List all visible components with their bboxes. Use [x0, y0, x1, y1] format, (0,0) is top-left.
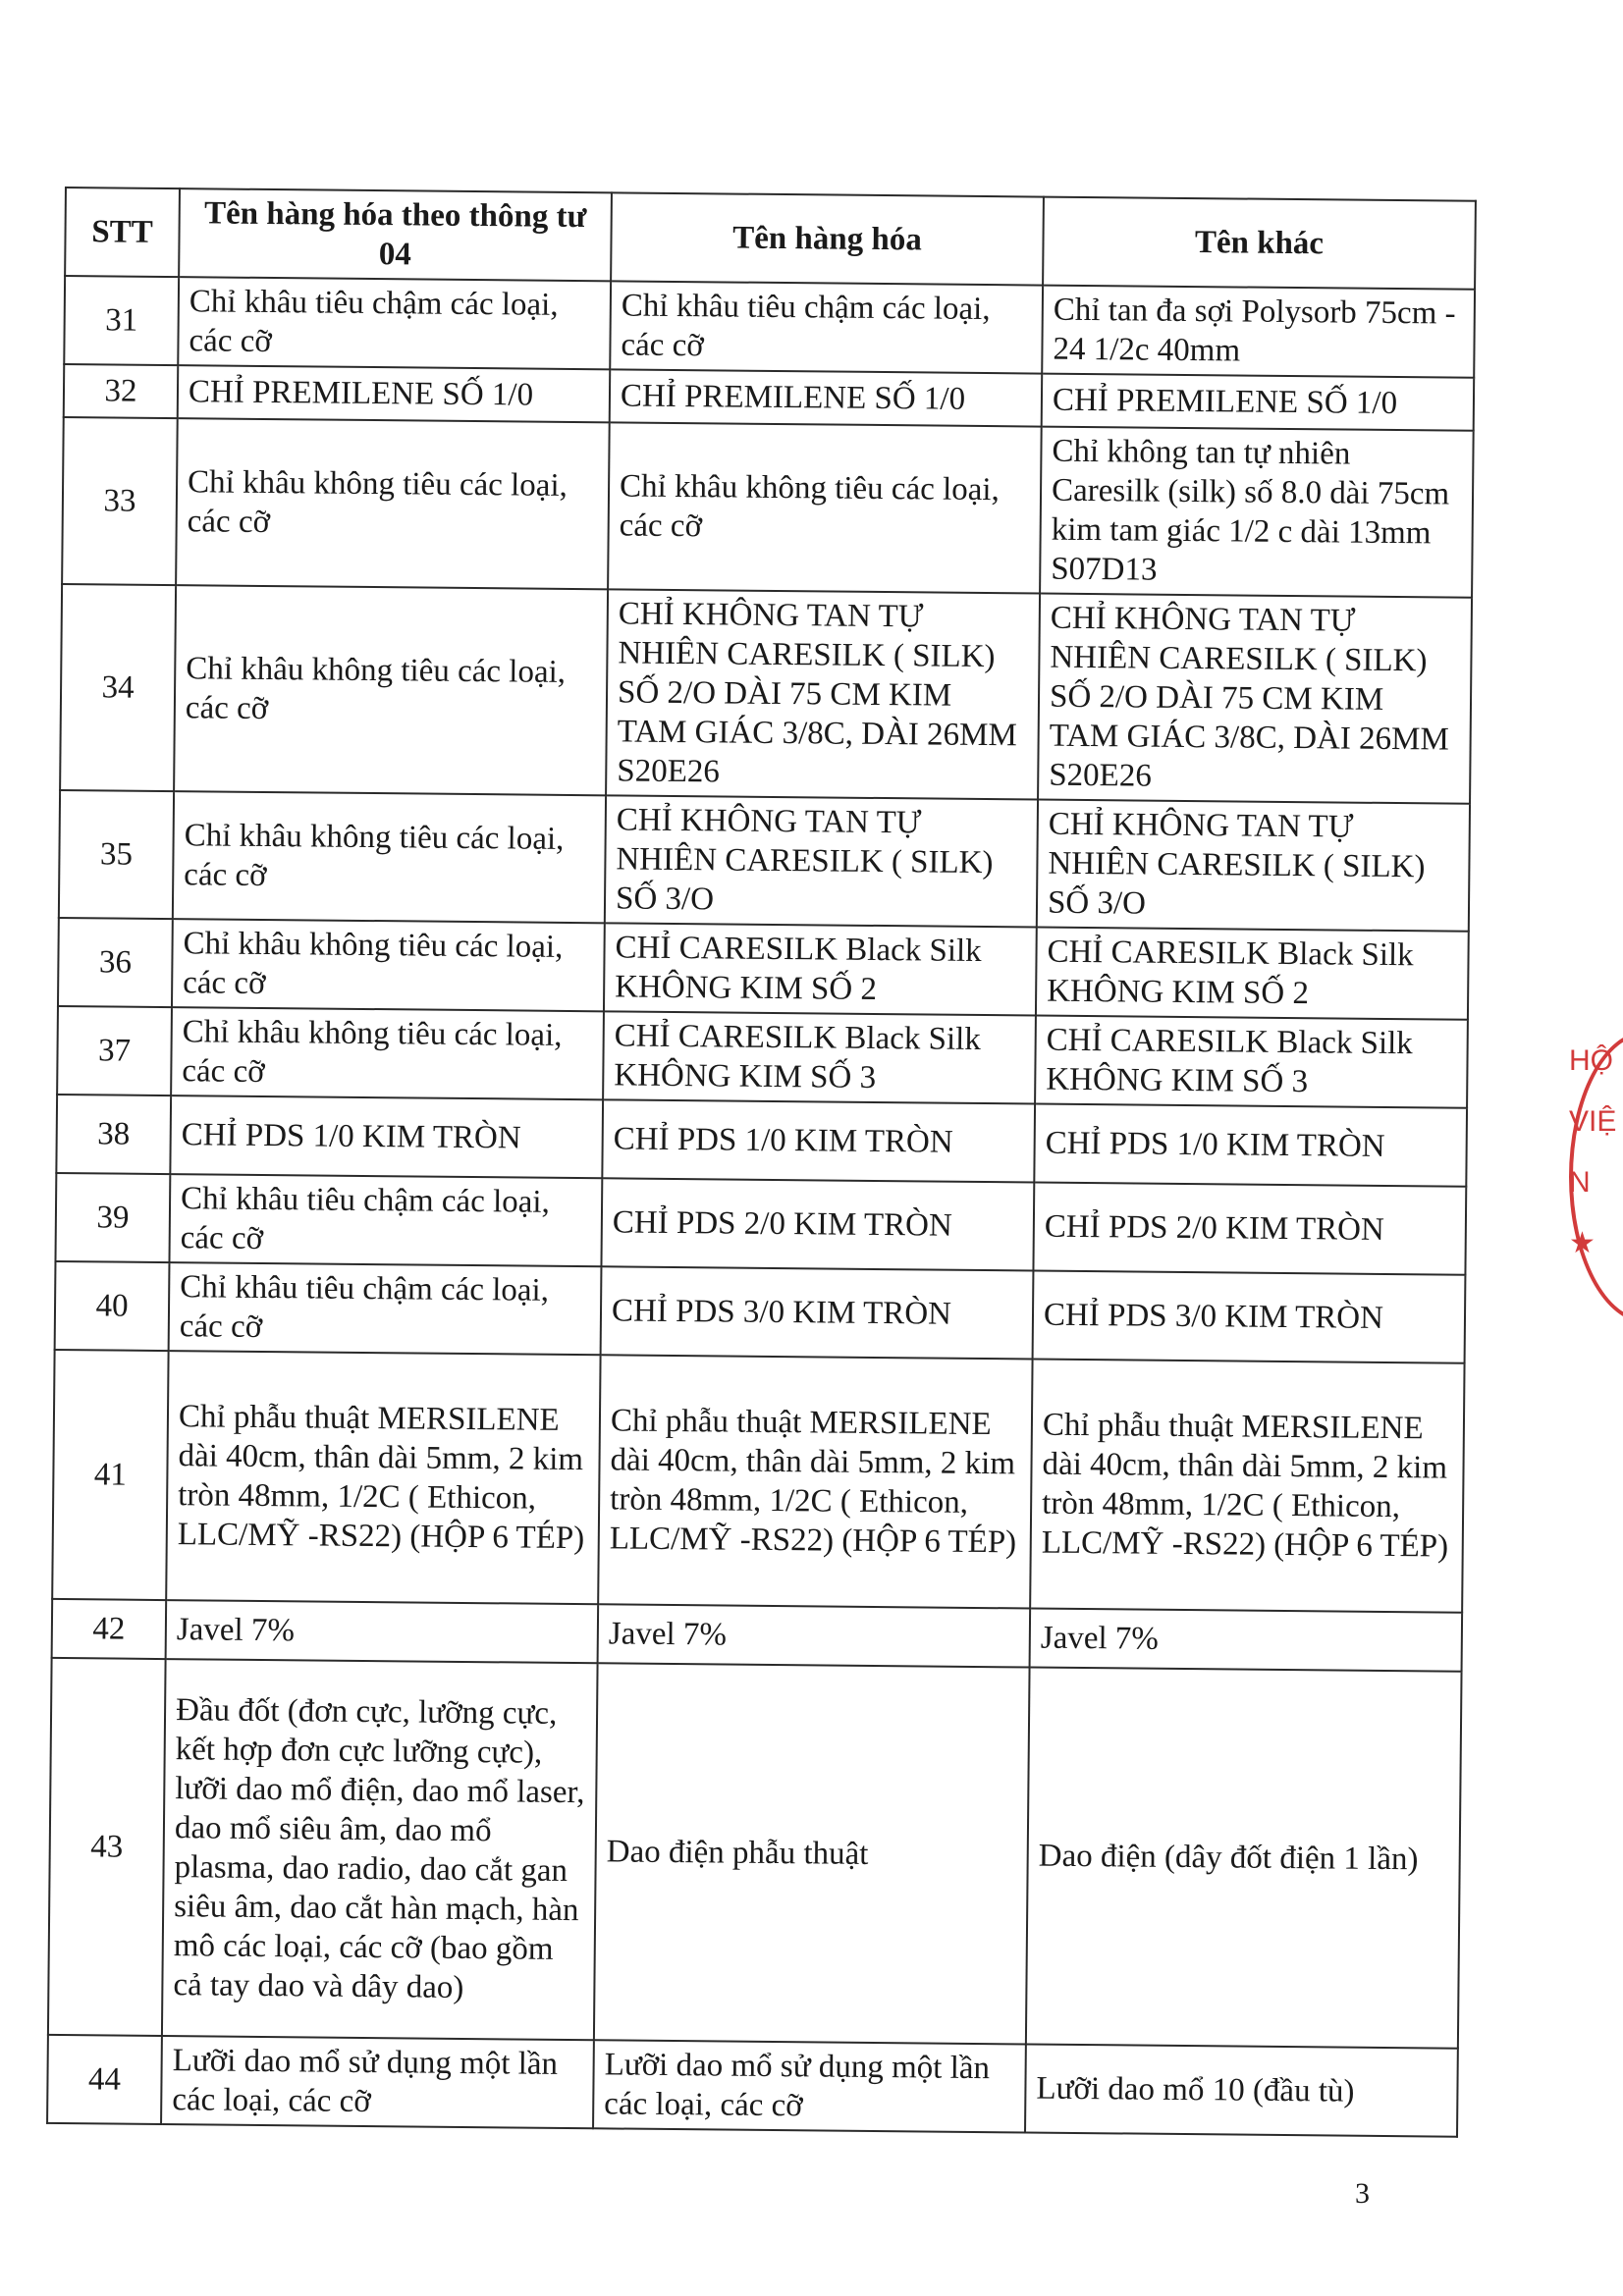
- row-stt: 38: [56, 1095, 171, 1174]
- row-stt: 36: [58, 918, 173, 1007]
- row-goods-name: CHỈ CARESILK Black Silk KHÔNG KIM SỐ 3: [603, 1011, 1036, 1103]
- red-seal-stamp: [1569, 1031, 1623, 1315]
- header-stt: STT: [65, 187, 180, 277]
- row-tt04-name: Chỉ phẫu thuật MERSILENE dài 40cm, thân dài 5mm, 2 kim tròn 48mm, 1/2C ( Ethicon, LLC/MỸ -RS22) (HỘP 6 TÉP): [166, 1351, 600, 1604]
- row-tt04-name: Javel 7%: [166, 1600, 599, 1663]
- row-other-name: Javel 7%: [1030, 1609, 1463, 1672]
- row-other-name: Chỉ phẫu thuật MERSILENE dài 40cm, thân dài 5mm, 2 kim tròn 48mm, 1/2C ( Ethicon, LLC/MỸ -RS22) (HỘP 6 TÉP): [1030, 1360, 1464, 1613]
- row-other-name: CHỈ PDS 2/0 KIM TRÒN: [1033, 1183, 1466, 1275]
- stamp-text: HỘ: [1569, 1044, 1613, 1077]
- row-other-name: Chỉ không tan tự nhiên Caresilk (silk) số 8.0 dài 75cm kim tam giác 1/2 c dài 13mm S07D13: [1040, 427, 1474, 598]
- row-tt04-name: CHỈ PREMILENE SỐ 1/0: [178, 365, 610, 422]
- row-goods-name: CHỈ PREMILENE SỐ 1/0: [610, 369, 1042, 426]
- row-goods-name: CHỈ CARESILK Black Silk KHÔNG KIM SỐ 2: [604, 923, 1037, 1015]
- row-other-name: CHỈ CARESILK Black Silk KHÔNG KIM SỐ 2: [1036, 928, 1469, 1020]
- row-tt04-name: Lưỡi dao mổ sử dụng một lần các loại, các cỡ: [161, 2036, 594, 2128]
- row-tt04-name: Chỉ khâu tiêu chậm các loại, các cỡ: [169, 1262, 602, 1355]
- row-other-name: Chỉ tan đa sợi Polysorb 75cm - 24 1/2c 40mm: [1042, 286, 1475, 378]
- row-stt: 37: [57, 1006, 172, 1095]
- row-other-name: CHỈ PDS 3/0 KIM TRÒN: [1033, 1271, 1466, 1363]
- row-tt04-name: CHỈ PDS 1/0 KIM TRÒN: [170, 1095, 603, 1178]
- row-goods-name: Chỉ khâu tiêu chậm các loại, các cỡ: [610, 281, 1043, 373]
- table-row: [56, 1095, 1467, 1187]
- row-stt: 31: [64, 276, 179, 365]
- row-stt: 42: [52, 1599, 167, 1659]
- row-goods-name: Dao điện phẫu thuật: [594, 1663, 1030, 2044]
- row-tt04-name: Chỉ khâu không tiêu các loại, các cỡ: [174, 585, 608, 795]
- row-other-name: CHỈ KHÔNG TAN TỰ NHIÊN CARESILK ( SILK) SỐ 3/O: [1037, 800, 1470, 932]
- row-goods-name: Chỉ phẫu thuật MERSILENE dài 40cm, thân dài 5mm, 2 kim tròn 48mm, 1/2C ( Ethicon, LLC/MỸ -RS22) (HỘP 6 TÉP): [598, 1355, 1032, 1608]
- row-goods-name: CHỈ KHÔNG TAN TỰ NHIÊN CARESILK ( SILK) SỐ 2/O DÀI 75 CM KIM TAM GIÁC 3/8C, DÀI 26MM S20E26: [606, 589, 1040, 799]
- header-other-name: Tên khác: [1043, 197, 1476, 290]
- row-goods-name: CHỈ KHÔNG TAN TỰ NHIÊN CARESILK ( SILK) SỐ 3/O: [605, 795, 1038, 927]
- row-stt: 44: [47, 2035, 162, 2124]
- row-other-name: CHỈ KHÔNG TAN TỰ NHIÊN CARESILK ( SILK) SỐ 2/O DÀI 75 CM KIM TAM GIÁC 3/8C, DÀI 26MM S20E26: [1038, 594, 1472, 804]
- table-row: [48, 1658, 1462, 2049]
- table-row: [47, 2035, 1458, 2137]
- row-stt: 34: [60, 584, 176, 791]
- row-other-name: Lưỡi dao mổ 10 (đầu tù): [1025, 2044, 1458, 2136]
- row-goods-name: Chỉ khâu không tiêu các loại, các cỡ: [608, 422, 1042, 593]
- table-row: [57, 1006, 1468, 1108]
- page-number: 3: [1355, 2177, 1370, 2210]
- row-tt04-name: Chỉ khâu không tiêu các loại, các cỡ: [172, 919, 605, 1011]
- table-row: [62, 417, 1474, 598]
- header-tt04-name: Tên hàng hóa theo thông tư 04: [179, 188, 612, 281]
- table-row: [59, 790, 1470, 932]
- row-tt04-name: Chỉ khâu không tiêu các loại, các cỡ: [176, 418, 610, 589]
- goods-table: [46, 187, 1477, 2138]
- row-goods-name: CHỈ PDS 1/0 KIM TRÒN: [602, 1099, 1035, 1182]
- row-tt04-name: Chỉ khâu tiêu chậm các loại, các cỡ: [178, 277, 611, 369]
- row-stt: 40: [55, 1261, 170, 1351]
- stamp-text: VIỆ: [1569, 1105, 1617, 1138]
- table-row: [52, 1350, 1464, 1613]
- table-row: [58, 918, 1469, 1020]
- row-stt: 39: [55, 1173, 170, 1262]
- star-icon: ★: [1569, 1227, 1596, 1259]
- row-goods-name: Javel 7%: [598, 1604, 1031, 1667]
- row-stt: 43: [48, 1658, 166, 2036]
- table-row: [60, 584, 1472, 804]
- row-tt04-name: Đầu đốt (đơn cực, lưỡng cực, kết hợp đơn cực lưỡng cực), lưỡi dao mổ điện, dao mổ laser, dao mổ siêu âm, dao mổ plasma, dao radio, dao cắt gan siêu âm, dao cắt hàn mạch, hàn mô các loại, các cỡ (bao gồm cả tay dao và dây dao): [162, 1659, 598, 2040]
- row-stt: 33: [62, 417, 178, 585]
- row-other-name: CHỈ PREMILENE SỐ 1/0: [1042, 374, 1474, 431]
- table-row: [55, 1173, 1466, 1275]
- table-row: [55, 1261, 1466, 1363]
- row-goods-name: Lưỡi dao mổ sử dụng một lần các loại, các cỡ: [593, 2040, 1026, 2132]
- row-other-name: CHỈ CARESILK Black Silk KHÔNG KIM SỐ 3: [1035, 1016, 1468, 1108]
- header-goods-name: Tên hàng hóa: [611, 192, 1044, 285]
- table-header-row: [65, 187, 1476, 290]
- row-stt: 32: [64, 364, 179, 418]
- row-stt: 41: [52, 1350, 168, 1600]
- row-other-name: CHỈ PDS 1/0 KIM TRÒN: [1034, 1104, 1467, 1187]
- row-tt04-name: Chỉ khâu không tiêu các loại, các cỡ: [173, 791, 606, 923]
- row-tt04-name: Chỉ khâu tiêu chậm các loại, các cỡ: [169, 1174, 602, 1266]
- row-goods-name: CHỈ PDS 3/0 KIM TRÒN: [601, 1266, 1034, 1359]
- row-other-name: Dao điện (dây đốt điện 1 lần): [1026, 1668, 1462, 2049]
- row-goods-name: CHỈ PDS 2/0 KIM TRÒN: [601, 1178, 1034, 1270]
- row-tt04-name: Chỉ khâu không tiêu các loại, các cỡ: [171, 1007, 604, 1099]
- stamp-text: N: [1569, 1166, 1591, 1199]
- table-row: [64, 276, 1475, 378]
- row-stt: 35: [59, 790, 174, 919]
